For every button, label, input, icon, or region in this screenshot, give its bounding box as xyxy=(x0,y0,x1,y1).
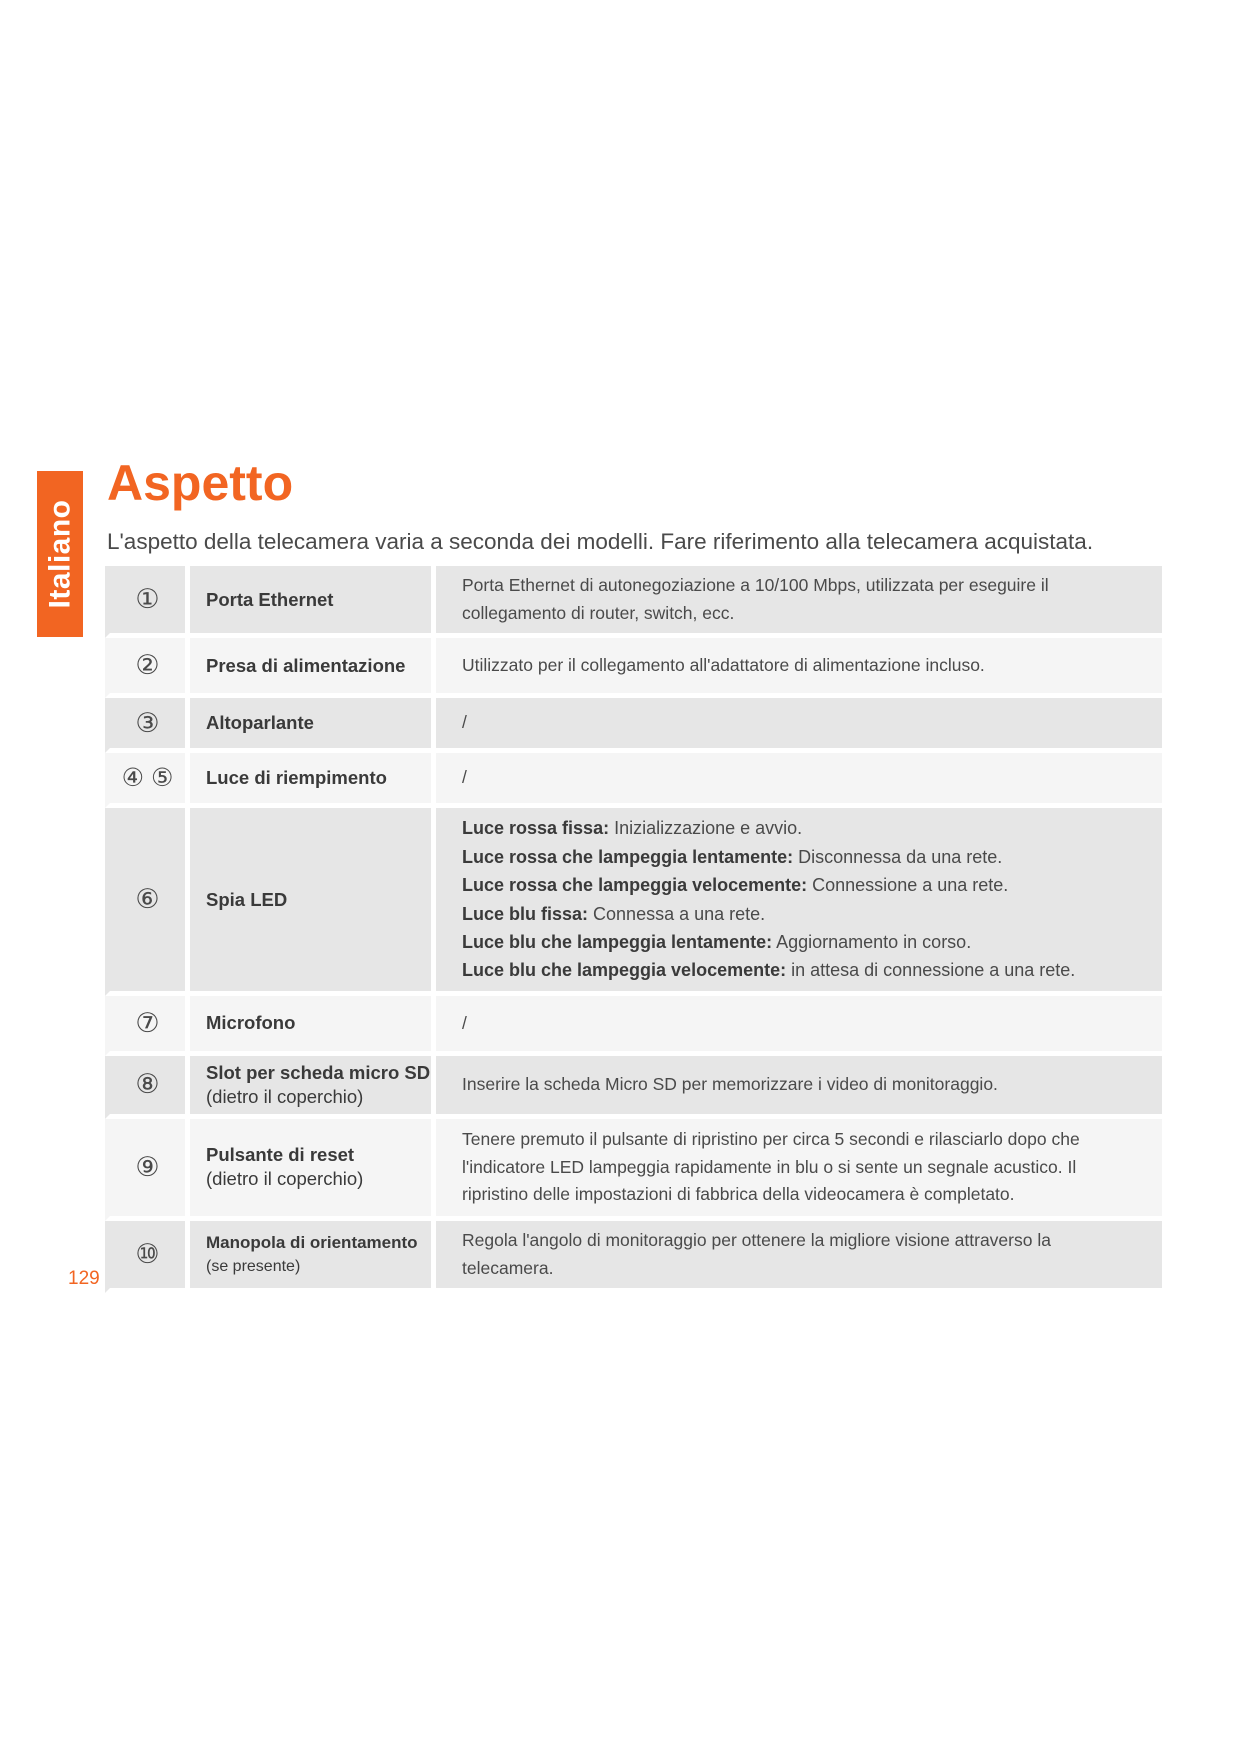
component-name: Pulsante di reset (dietro il coperchio) xyxy=(190,1119,436,1221)
component-name: Manopola di orientamento (se presente) xyxy=(190,1221,436,1293)
table-row xyxy=(105,753,1162,808)
component-name: Slot per scheda micro SD (dietro il coperchio) xyxy=(190,1056,436,1119)
component-number: ④ ⑤ xyxy=(105,753,190,808)
component-name: Luce di riempimento xyxy=(190,753,436,808)
component-description: Porta Ethernet di autonegoziazione a 10/100 Mbps, utilizzata per eseguire il collegamento di router, switch, ecc. xyxy=(436,566,1162,638)
language-tab xyxy=(37,471,83,637)
component-description: Utilizzato per il collegamento all'adattatore di alimentazione incluso. xyxy=(436,638,1162,698)
table-row xyxy=(105,566,1162,638)
led-state: Luce blu fissa: Connessa a una rete. xyxy=(462,903,766,924)
table-row xyxy=(105,996,1162,1056)
components-table xyxy=(105,566,1162,1293)
table-row xyxy=(105,1056,1162,1119)
led-state: Luce blu che lampeggia lentamente: Aggiornamento in corso. xyxy=(462,932,972,953)
page-title: Aspetto xyxy=(107,455,294,511)
component-number: ⑥ xyxy=(105,808,190,996)
component-description: / xyxy=(436,753,1162,808)
component-name: Microfono xyxy=(190,996,436,1056)
component-number: ② xyxy=(105,638,190,698)
table-row xyxy=(105,698,1162,753)
component-name: Spia LED xyxy=(190,808,436,996)
led-state: Luce rossa che lampeggia lentamente: Disconnessa da una rete. xyxy=(462,846,1003,867)
led-status-list xyxy=(436,808,1162,996)
component-number: ⑧ xyxy=(105,1056,190,1119)
table-row xyxy=(105,808,1162,996)
component-name: Porta Ethernet xyxy=(190,566,436,638)
component-description: / xyxy=(436,698,1162,753)
language-tab-label: Italiano xyxy=(43,499,77,609)
component-description: / xyxy=(436,996,1162,1056)
component-number: ① xyxy=(105,566,190,638)
page-subtitle: L'aspetto della telecamera varia a seconda dei modelli. Fare riferimento alla telecamera acquistata. xyxy=(107,529,1094,554)
component-description: Tenere premuto il pulsante di ripristino per circa 5 secondi e rilasciarlo dopo che l'indicatore LED lampeggia rapidamente in blu o si sente un segnale acustico. Il ripristino delle impostazioni di fabbrica della videocamera è completato. xyxy=(436,1119,1162,1221)
page-number: 129 xyxy=(68,1268,100,1289)
led-state: Luce blu che lampeggia velocemente: in attesa di connessione a una rete. xyxy=(462,960,1076,981)
component-number: ⑨ xyxy=(105,1119,190,1221)
led-state: Luce rossa che lampeggia velocemente: Connessione a una rete. xyxy=(462,875,1009,896)
component-description: Inserire la scheda Micro SD per memorizzare i video di monitoraggio. xyxy=(436,1056,1162,1119)
component-number: ③ xyxy=(105,698,190,753)
component-number: ⑦ xyxy=(105,996,190,1056)
component-description: Regola l'angolo di monitoraggio per ottenere la migliore visione attraverso la telecamera. xyxy=(436,1221,1162,1293)
component-name: Altoparlante xyxy=(190,698,436,753)
table-row xyxy=(105,638,1162,698)
led-state: Luce rossa fissa: Inizializzazione e avvio. xyxy=(462,818,803,839)
table-row xyxy=(105,1221,1162,1293)
table-row xyxy=(105,1119,1162,1221)
component-name: Presa di alimentazione xyxy=(190,638,436,698)
component-number: ⑩ xyxy=(105,1221,190,1293)
